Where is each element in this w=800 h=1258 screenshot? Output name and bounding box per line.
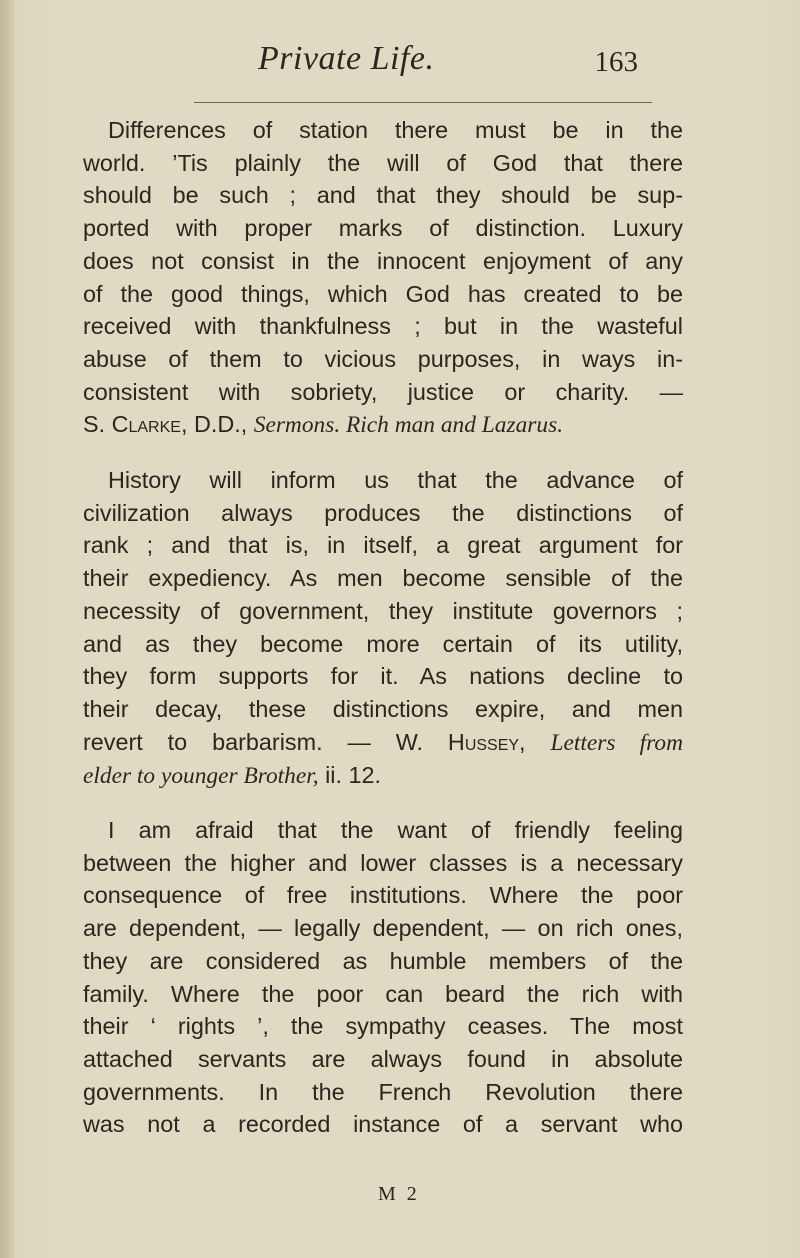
text-line: received with thankfulness ; but in the wasteful: [83, 313, 683, 340]
text-line: and as they become more certain of its utility,: [83, 630, 683, 657]
running-title: Private Life.: [258, 40, 435, 77]
text-line: consequence of free institutions. Where the poor: [83, 882, 683, 909]
page-number: 163: [594, 46, 638, 78]
attribution-line: [83, 759, 683, 793]
attribution-source: Letters from: [550, 729, 683, 756]
attribution-author: S. Clarke, D.D.,: [83, 411, 248, 438]
text-line: they form supports for it. As nations decline to: [83, 663, 683, 690]
text-line: abuse of them to vicious purposes, in ways in-: [83, 345, 683, 372]
text-line: world. ’Tis plainly the will of God that there: [83, 149, 683, 176]
running-head: [258, 40, 638, 90]
text-line: they are considered as humble members of the: [83, 947, 683, 974]
signature-mark: M 2: [378, 1183, 420, 1205]
passage-clarke: [83, 114, 683, 442]
text-line: attached servants are always found in absolute: [83, 1045, 683, 1072]
attribution-author: Hussey,: [447, 728, 526, 755]
text-line: Differences of station there must be in the: [108, 117, 683, 143]
text-line: necessity of government, they institute governors ;: [83, 597, 683, 624]
text-line: governments. In the French Revolution there: [83, 1078, 683, 1105]
attribution-ref: ii. 12.: [318, 762, 382, 789]
text-line: between the higher and lower classes is a necessary: [83, 849, 683, 876]
text-line: civilization always produces the distinctions of: [83, 499, 683, 526]
text-line: of the good things, which God has created to be: [83, 280, 683, 307]
attribution-source-cont: elder to younger Brother,: [83, 763, 319, 790]
header-rule: [194, 102, 652, 103]
passage-hussey: [83, 464, 683, 793]
passage-3: [83, 814, 683, 1141]
text-line: rank ; and that is, in itself, a great argument for: [83, 532, 683, 559]
page-gutter: [0, 0, 14, 1258]
text-line: History will inform us that the advance of: [108, 467, 683, 493]
attribution-source: Sermons. Rich man and Lazarus.: [253, 412, 564, 439]
text-line: their expediency. As men become sensible of the: [83, 565, 683, 592]
text-line: family. Where the poor can beard the rich with: [83, 980, 683, 1007]
attribution-lead: revert to barbarism. — W.: [83, 728, 424, 755]
text-line: was not a recorded instance of a servant who: [83, 1111, 683, 1138]
text-line: ported with proper marks of distinction. Luxury: [83, 215, 683, 242]
attribution-line: [83, 408, 683, 442]
text-line: should be such ; and that they should be sup-: [83, 182, 683, 209]
text-line: are dependent, — legally dependent, — on rich ones,: [83, 915, 683, 942]
text-line: their ‘ rights ’, the sympathy ceases. The most: [83, 1013, 683, 1040]
text-line: does not consist in the innocent enjoyment of any: [83, 247, 683, 274]
attribution-line: [83, 726, 683, 760]
text-line: consistent with sobriety, justice or charity. —: [83, 378, 683, 405]
text-line: I am afraid that the want of friendly feeling: [108, 817, 683, 843]
text-line: their decay, these distinctions expire, and men: [83, 695, 683, 722]
